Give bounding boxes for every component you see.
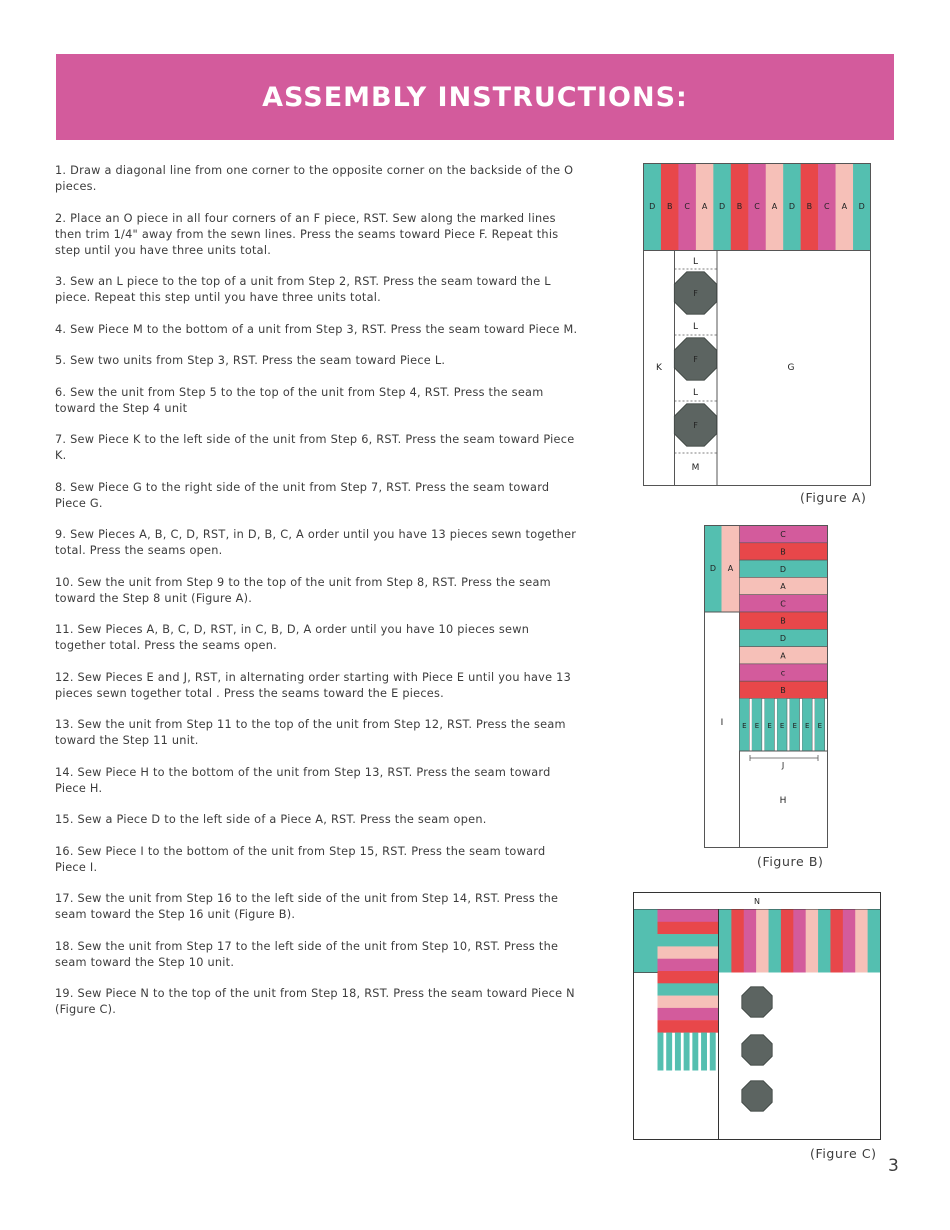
row-label: B — [780, 616, 786, 626]
label-e: E — [805, 721, 810, 730]
fig-c-row — [658, 1008, 719, 1021]
fig-c-piece-e — [675, 1033, 681, 1071]
piece-j — [762, 699, 765, 752]
fig-c-row — [658, 910, 719, 923]
step-7: 7. Sew Piece K to the left side of the unit from Step 6, RST. Press the seam toward Piece K. — [55, 433, 575, 462]
octagon-f-2-label: F — [693, 355, 698, 364]
step-1: 1. Draw a diagonal line from one corner to the opposite corner on the backside of the O pieces. — [55, 164, 574, 193]
fig-c-strip-piece — [818, 910, 831, 973]
label-e: E — [817, 721, 823, 730]
fig-c-strip-piece — [719, 910, 732, 973]
fig-c-row — [658, 983, 719, 996]
piece-j — [787, 699, 790, 752]
piece-j — [800, 699, 803, 752]
fig-c-strip-piece — [756, 910, 769, 973]
fig-c-strip-piece — [843, 910, 856, 973]
strip-label: D — [649, 202, 656, 211]
octagon-f-1-label: F — [693, 289, 698, 298]
fig-c-row — [658, 1020, 719, 1032]
step-4: 4. Sew Piece M to the bottom of a unit from Step 3, RST. Press the seam toward Piece M. — [55, 322, 578, 336]
label-l-3: L — [692, 388, 699, 398]
fig-c-strip-piece — [744, 910, 757, 973]
label-e: E — [742, 721, 747, 730]
figure-a — [643, 163, 871, 487]
figure-b-caption: (Figure B) — [757, 854, 824, 869]
fig-c-row — [658, 971, 719, 984]
step-5: 5. Sew two units from Step 3, RST. Press the seam toward Piece L. — [55, 354, 446, 367]
fig-c-strip-piece — [731, 910, 744, 973]
row-label: D — [779, 633, 787, 643]
step-15: 15. Sew a Piece D to the left side of a Piece A, RST. Press the seam open. — [55, 813, 487, 826]
label-n: N — [754, 897, 760, 906]
fig-c-piece-e — [710, 1033, 716, 1071]
label-k: K — [656, 363, 662, 373]
step-12: 12. Sew Pieces E and J, RST, in alternating order starting with Piece E until you have 13 pieces sewn together total . Press the seams toward the E pieces. — [55, 670, 572, 700]
strip-label: D — [718, 202, 726, 211]
strip-label: B — [806, 202, 813, 211]
figure-b — [704, 525, 828, 849]
row-label: B — [780, 547, 786, 557]
fig-c-row — [658, 922, 719, 935]
fig-c-strip-piece — [830, 910, 843, 973]
fig-c-row — [658, 996, 719, 1009]
fig-c-row — [658, 946, 719, 959]
label-g: G — [787, 363, 795, 373]
instruction-steps — [55, 163, 580, 1034]
piece-j — [812, 699, 815, 752]
header-banner — [56, 54, 894, 140]
strip-label: C — [824, 202, 830, 211]
strip-label: B — [736, 202, 743, 211]
fig-c-strip-piece — [769, 910, 782, 973]
strip-label: A — [771, 202, 778, 211]
fig-c-strip-piece — [868, 910, 881, 973]
step-6: 6. Sew the unit from Step 5 to the top of the unit from Step 4, RST. Press the seam toward the Step 4 unit — [55, 385, 544, 415]
octagon-f-3-label: F — [693, 421, 698, 430]
fig-c-piece-e — [692, 1033, 698, 1071]
step-19: 19. Sew Piece N to the top of the unit from Step 18, RST. Press the seam toward Piece N (Figure C). — [55, 987, 575, 1016]
strip-label: C — [754, 202, 760, 211]
fig-c-strip-piece — [781, 910, 794, 973]
fig-c-piece-e — [666, 1033, 672, 1071]
page-title: ASSEMBLY INSTRUCTIONS: — [262, 81, 688, 113]
fig-c-octagon-1 — [742, 987, 772, 1017]
fig-c-strip-piece — [855, 910, 868, 973]
label-e: E — [792, 721, 797, 730]
step-14: 14. Sew Piece H to the bottom of the unit from Step 13, RST. Press the seam toward Piece H. — [55, 765, 551, 795]
label-e: E — [779, 721, 785, 730]
step-18: 18. Sew the unit from Step 17 to the left side of the unit from Step 10, RST. Press the seam toward the Step 10 unit. — [55, 939, 559, 969]
label-m: M — [691, 463, 700, 473]
fig-c-strip-piece — [793, 910, 806, 973]
step-11: 11. Sew Pieces A, B, C, D, RST, in C, B, D, A order until you have 10 pieces sewn together total. Press the seams open. — [55, 623, 530, 652]
step-13: 13. Sew the unit from Step 11 to the top of the unit from Step 12, RST. Press the seam toward the Step 11 unit. — [55, 718, 566, 747]
fig-c-piece-d — [634, 910, 658, 973]
label-e: E — [754, 721, 760, 730]
step-9: 9. Sew Pieces A, B, C, D, RST, in D, B, C, A order until you have 13 pieces sewn together total. Press the seams open. — [55, 528, 577, 557]
strip-label: B — [666, 202, 673, 211]
row-label: c — [780, 668, 786, 678]
figure-a-caption: (Figure A) — [800, 490, 867, 505]
piece-j — [774, 699, 777, 752]
row-label: D — [779, 564, 787, 574]
step-2: 2. Place an O piece in all four corners of an F piece, RST. Sew along the marked lines then trim 1/4" away from the sewn lines. Press the seams toward Piece F. Repeat this step until you have three units total. — [55, 211, 559, 257]
label-l-1: L — [692, 257, 699, 267]
label-d-left: D — [709, 564, 717, 573]
step-8: 8. Sew Piece G to the right side of the unit from Step 7, RST. Press the seam toward Piece G. — [55, 480, 550, 510]
fig-c-piece-e — [684, 1033, 690, 1071]
page-number: 3 — [888, 1156, 899, 1176]
row-label: A — [780, 651, 786, 661]
step-17: 17. Sew the unit from Step 16 to the left side of the unit from Step 14, RST. Press the seam toward the Step 16 unit (Figure B). — [55, 892, 559, 921]
fig-c-strip-piece — [806, 910, 819, 973]
strip-label: A — [841, 202, 848, 211]
strip-label: A — [701, 202, 708, 211]
label-h: H — [779, 796, 787, 806]
row-label: B — [780, 685, 786, 695]
strip-label: D — [788, 202, 796, 211]
label-i: I — [720, 718, 724, 728]
row-label: A — [780, 582, 786, 592]
fig-c-octagon-2 — [742, 1035, 772, 1065]
step-16: 16. Sew Piece I to the bottom of the unit from Step 15, RST. Press the seam toward Piece I. — [55, 844, 546, 874]
fig-c-row — [658, 959, 719, 972]
fig-c-piece-e — [658, 1033, 664, 1071]
label-e: E — [767, 721, 772, 730]
label-a-left: A — [727, 564, 734, 573]
label-j: J — [781, 761, 785, 770]
strip-label: C — [684, 202, 690, 211]
fig-c-octagon-3 — [742, 1081, 772, 1111]
piece-i — [705, 612, 740, 848]
step-10: 10. Sew the unit from Step 9 to the top of the unit from Step 8, RST. Press the seam toward the Step 8 unit (Figure A). — [55, 575, 551, 605]
strip-label: D — [858, 202, 865, 211]
piece-j — [749, 699, 752, 752]
figure-c — [633, 892, 882, 1141]
label-l-2: L — [692, 322, 699, 332]
fig-c-row — [658, 934, 719, 947]
row-label: C — [780, 599, 786, 609]
row-label: C — [780, 530, 786, 540]
step-3: 3. Sew an L piece to the top of a unit from Step 2, RST. Press the seam toward the L piece. Repeat this step until you have three units total. — [55, 275, 551, 304]
fig-c-piece-e — [701, 1033, 707, 1071]
figure-c-caption: (Figure C) — [810, 1146, 877, 1161]
